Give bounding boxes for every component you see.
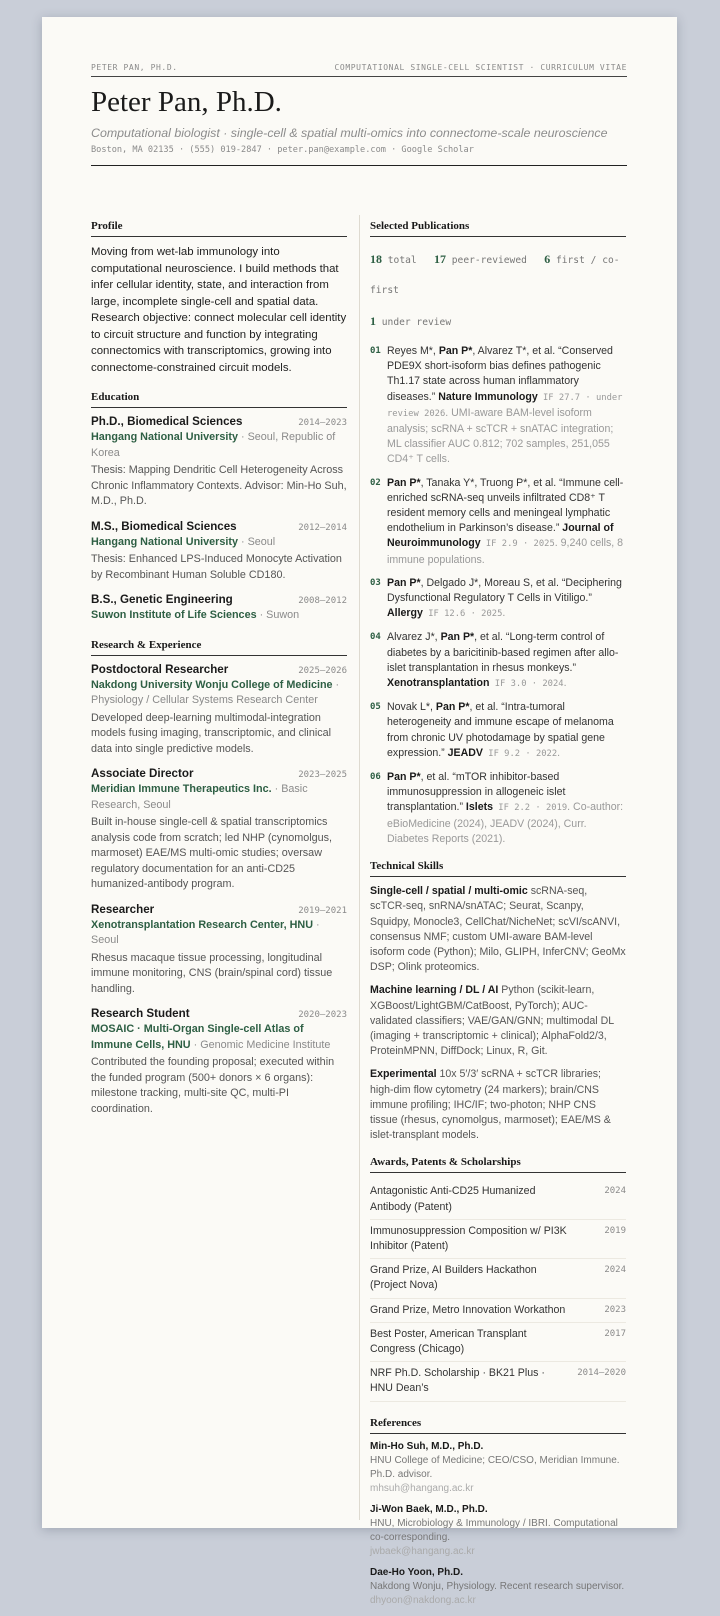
skills-list	[370, 884, 626, 1143]
entry-header-row	[91, 593, 347, 606]
organization-name: Meridian Immune Therapeutics Inc.	[91, 783, 272, 795]
entry-description: Built in-house single-cell & spatial transcriptomics analysis code from scratch; led NHP (cynomolgus, marmoset) EAE/MS multi-omic studies; oversaw regulatory documentation for an anti-CD25 humanized-antibody program.	[91, 816, 333, 890]
reference-item	[370, 1567, 626, 1606]
stat-total-label: total	[387, 255, 417, 266]
running-header-left: PETER PAN, PH.D.	[91, 63, 178, 72]
organization-name: Nakdong University Wonju College of Medicine	[91, 678, 333, 691]
award-name: Antagonistic Anti-CD25 Humanized Antibody (Patent)	[370, 1185, 536, 1213]
award-year: 2019	[604, 1225, 626, 1236]
organization-name: Suwon Institute of Life Sciences	[91, 609, 257, 621]
award-year: 2017	[604, 1328, 626, 1339]
left-column	[91, 215, 347, 1127]
award-item	[370, 1259, 626, 1298]
entry-organization	[91, 608, 347, 624]
section-heading-education: Education	[91, 386, 347, 408]
award-name: Grand Prize, AI Builders Hackathon (Project Nova)	[370, 1264, 537, 1292]
publication-item	[370, 344, 626, 468]
journal-meta: IF 2.9 · 2025	[480, 539, 555, 550]
organization-location: · Genomic Medicine Institute	[190, 1038, 331, 1051]
journal-meta: IF 2.2 · 2019	[493, 803, 568, 814]
publication-list	[370, 344, 626, 847]
skill-text: 10x 5′/3′ scRNA + scTCR libraries; high-dim flow cytometry (24 markers); brain/CNS immune profiling; IHC/IF; two-photon; NHP CNS tissue (rhesus, cynomolgus, marmoset); EAE/MS & islet-transplant models.	[370, 1068, 611, 1142]
authors-after-title: , et al. “mTOR inhibitor-based immunosuppression in allogeneic islet transplantation.”	[387, 771, 566, 814]
entry-header-row	[91, 663, 347, 676]
author-self: Pan P*	[387, 576, 421, 589]
entry-date: 2019–2021	[298, 905, 347, 916]
right-column	[370, 215, 626, 1616]
section-heading-profile: Profile	[91, 215, 347, 237]
organization-name: Xenotransplantation Research Center, HNU	[91, 918, 313, 931]
author-self: Pan P*	[387, 771, 421, 784]
section-heading-experience: Research & Experience	[91, 634, 347, 656]
publication-citation	[387, 630, 626, 692]
journal-name: Islets	[465, 801, 494, 814]
skill-label: Machine learning / DL / AI	[370, 984, 499, 997]
tagline: Computational biologist · single-cell & spatial multi-omics into connectome-scale neuroscience	[91, 125, 608, 140]
entry-organization	[91, 918, 347, 949]
stat-first-label: first / co-first	[370, 255, 620, 296]
authors-after-title: , et al. “Intra-tumoral heterogeneity and immune escape of melanoma from chronic UV photodamage by spatial gene expression.”	[387, 701, 614, 759]
publication-citation	[387, 700, 626, 762]
entry-organization	[91, 1022, 347, 1053]
profile-text: Moving from wet-lab immunology into computational neuroscience. I build methods that infer cellular identity, state, and interaction from large, incomplete single-cell and spatial data. Research objective: connect molecular cell identity to circuit structure and function by integrating connectomics with transcriptomics, growing into connectome-constrained circuit models.	[91, 246, 347, 374]
entry-header-row	[91, 767, 347, 780]
skill-label: Single-cell / spatial / multi-omic	[370, 885, 528, 898]
stat-review-number: 1	[370, 314, 376, 328]
award-item	[370, 1323, 626, 1362]
publication-citation	[387, 476, 626, 568]
publication-item	[370, 576, 626, 623]
award-year: 2023	[604, 1304, 626, 1315]
stat-first-number: 6	[544, 252, 551, 266]
award-name: Best Poster, American Transplant Congress (Chicago)	[370, 1327, 527, 1355]
reference-affiliation: HNU, Microbiology & Immunology / IBRI. Computational co-corresponding.	[370, 1517, 618, 1543]
publication-number: 01	[370, 346, 381, 356]
publication-number: 04	[370, 632, 381, 643]
reference-affiliation: HNU College of Medicine; CEO/CSO, Meridian Immune. Ph.D. advisor.	[370, 1454, 620, 1480]
publication-citation	[387, 576, 626, 623]
skill-text: scRNA-seq, scTCR-seq, snRNA/snATAC; Seurat, Scanpy, Squidpy, Monocle3, CellChat/NicheNet; scVI/scANVI, consensus NMF; custom UMI-aware BAM-level isoform code (Python); Milo, GLIPH, InferCNV; GeoMx DSP; Olink proteomics.	[370, 885, 626, 974]
skill-group	[370, 983, 626, 1059]
entry-organization	[91, 535, 347, 551]
entry-title: Researcher	[91, 902, 155, 916]
entry-header-row	[91, 903, 347, 916]
publication-item	[370, 770, 626, 847]
skill-group	[370, 884, 626, 975]
authors-after-title: , et al. “Long-term control of diabetes by a baricitinib-based regimen after allo-islet transplantation in rhesus monkeys.”	[387, 631, 619, 674]
stat-peer-number: 17	[434, 252, 446, 266]
column-divider	[359, 215, 360, 1520]
entry-organization	[91, 782, 347, 813]
entry-date: 2014–2023	[298, 418, 347, 428]
skill-text: Python (scikit-learn, XGBoost/LightGBM/CatBoost, PyTorch); AUC-validated classifiers; VAE/GAN/GNN; multimodal DL (imaging + transcriptomic + clinical); AlphaFold2/3, ProteinMPNN, DiffDock; Linux, R, Git.	[370, 984, 614, 1058]
publication-note: .	[563, 677, 567, 690]
organization-name: Hangang National University	[91, 431, 238, 443]
organization-location: · Seoul	[91, 918, 320, 946]
references-list	[370, 1441, 626, 1606]
awards-list	[370, 1180, 626, 1401]
section-heading-skills: Technical Skills	[370, 855, 626, 877]
journal-name: Journal of Neuroimmunology	[387, 522, 614, 550]
entry-description: Thesis: Enhanced LPS-Induced Monocyte Activation by Recombinant Human Soluble CD180.	[91, 553, 342, 581]
two-column-body	[91, 215, 627, 1606]
publication-citation	[387, 770, 626, 847]
award-item	[370, 1299, 626, 1323]
entry-date: 2012–2014	[298, 522, 347, 533]
stat-review-label: under review	[381, 317, 452, 328]
award-item	[370, 1180, 626, 1219]
publication-note: .	[502, 607, 506, 620]
journal-meta: IF 3.0 · 2024	[489, 679, 564, 690]
cv-page	[42, 17, 677, 1606]
person-name: Peter Pan, Ph.D.	[91, 86, 282, 118]
reference-item	[370, 1504, 626, 1557]
author-self: Pan P*	[438, 345, 473, 357]
experience-entry	[91, 903, 347, 998]
entry-description: Thesis: Mapping Dendritic Cell Heterogeneity Across Chronic Inflammatory Contexts. Advisor: Min-Ho Suh, M.D., Ph.D.	[91, 464, 347, 507]
journal-meta: IF 27.7 · under review 2026	[387, 392, 623, 419]
authors-after-title: , Tanaka Y*, Truong P*, et al. “Immune cell-enriched scRNA-seq unveils infiltrated CD8⁺ T resident memory cells and meningeal lymphatic endothelium in Parkinson’s disease.”	[387, 476, 624, 535]
section-heading-references: References	[370, 1412, 626, 1434]
publication-item	[370, 630, 626, 692]
publication-note: . 9,240 cells, 8 immune populations.	[387, 537, 624, 566]
authors-before: Reyes M*,	[387, 345, 439, 357]
publication-note: . Co-author: eBioMedicine (2024), JEADV (2024), Curr. Diabetes Reports (2021).	[387, 801, 624, 845]
publication-number: 06	[370, 772, 381, 783]
author-self: Pan P*	[440, 631, 475, 644]
authors-before: Alvarez J*,	[387, 631, 441, 644]
reference-item	[370, 1441, 626, 1494]
reference-email: mhsuh@hangang.ac.kr	[370, 1482, 474, 1494]
reference-email: jwbaek@hangang.ac.kr	[370, 1545, 475, 1557]
organization-location: · Seoul, Republic of Korea	[91, 431, 336, 459]
entry-description: Developed deep-learning multimodal-integration models fusing imaging, transcriptomic, and clinical data into single predictive models.	[91, 711, 332, 755]
journal-name: Allergy	[387, 607, 423, 620]
award-year: 2024	[604, 1265, 626, 1276]
education-list	[91, 415, 347, 624]
entry-organization	[91, 430, 347, 461]
award-item	[370, 1220, 626, 1259]
entry-date: 2025–2026	[298, 665, 347, 676]
stat-peer-label: peer-reviewed	[451, 255, 527, 266]
section-heading-awards: Awards, Patents & Scholarships	[370, 1151, 626, 1173]
reference-email: dhyoon@nakdong.ac.kr	[370, 1594, 476, 1606]
entry-title: Associate Director	[91, 767, 194, 780]
experience-entry	[91, 663, 347, 758]
award-item	[370, 1362, 626, 1401]
experience-entry	[91, 767, 347, 893]
organization-location: · Physiology / Cellular Systems Research Center	[91, 678, 340, 706]
entry-header-row	[91, 415, 347, 428]
award-name: NRF Ph.D. Scholarship · BK21 Plus · HNU Dean’s	[370, 1367, 545, 1395]
publication-item	[370, 476, 626, 568]
publication-note: . UMI-aware BAM-level isoform analysis; scRNA + scTCR + snATAC integration; ML classifier AUC 0.812; 702 samples, 251,055 CD4⁺ T cells.	[387, 406, 614, 466]
journal-name: Nature Immunology	[438, 390, 538, 403]
cv-content	[91, 63, 627, 1606]
publication-number: 03	[370, 577, 381, 588]
publication-citation	[387, 344, 626, 468]
education-entry	[91, 520, 347, 584]
journal-meta: IF 12.6 · 2025	[422, 609, 503, 620]
publication-stats	[370, 244, 626, 338]
entry-organization	[91, 678, 347, 709]
skill-label: Experimental	[370, 1068, 437, 1081]
organization-name: Hangang National University	[91, 535, 238, 548]
publication-number: 05	[370, 702, 381, 713]
stat-total-number: 18	[370, 252, 382, 266]
reference-name: Ji-Won Baek, M.D., Ph.D.	[370, 1503, 488, 1515]
award-name: Immunosuppression Composition w/ PI3K Inhibitor (Patent)	[370, 1224, 567, 1252]
author-self: Pan P*	[435, 701, 470, 714]
organization-name: MOSAIC · Multi-Organ Single-cell Atlas of Immune Cells, HNU	[91, 1023, 304, 1051]
entry-description: Contributed the founding proposal; executed within the funded program (500+ donors × 6 organs): milestone tracking, multi-site QC, multi-PI coordination.	[91, 1056, 335, 1115]
award-year: 2024	[604, 1186, 626, 1197]
organization-location: · Suwon	[256, 609, 300, 621]
publication-note: .	[557, 746, 561, 759]
reference-affiliation: Nakdong Wonju, Physiology. Recent research supervisor.	[370, 1580, 625, 1592]
education-entry	[91, 415, 347, 510]
authors-after-title: , Alvarez T*, et al. “Conserved PDE9X short-isoform bias defines pathogenic Th1.17 state across human inflammatory diseases.”	[387, 345, 613, 403]
entry-description: Rhesus macaque tissue processing, longitudinal immune monitoring, CNS (brain/spinal cord) tissue handling.	[91, 951, 333, 995]
entry-title: Postdoctoral Researcher	[91, 662, 229, 676]
authors-before: Novak L*,	[387, 701, 436, 714]
entry-title: Ph.D., Biomedical Sciences	[91, 415, 243, 428]
award-name: Grand Prize, Metro Innovation Workathon	[370, 1303, 566, 1316]
education-entry	[91, 593, 347, 624]
section-heading-publications: Selected Publications	[370, 215, 626, 237]
experience-list	[91, 663, 347, 1118]
entry-date: 2020–2023	[298, 1010, 347, 1020]
entry-header-row	[91, 520, 347, 533]
publication-number: 02	[370, 477, 381, 488]
skill-group	[370, 1067, 626, 1143]
reference-name: Min-Ho Suh, M.D., Ph.D.	[370, 1440, 484, 1452]
organization-location: · Seoul	[238, 535, 276, 548]
reference-name: Dae-Ho Yoon, Ph.D.	[370, 1566, 463, 1578]
contact-line: Boston, MA 02135 · (555) 019-2847 · peter.pan@example.com · Google Scholar	[91, 145, 627, 166]
experience-entry	[91, 1007, 347, 1117]
publication-item	[370, 700, 626, 762]
running-header	[91, 63, 627, 77]
journal-name: Xenotransplantation	[387, 677, 490, 690]
entry-title: Research Student	[91, 1007, 190, 1020]
running-header-right: COMPUTATIONAL SINGLE-CELL SCIENTIST · CURRICULUM VITAE	[334, 63, 627, 72]
entry-title: B.S., Genetic Engineering	[91, 593, 233, 606]
entry-title: M.S., Biomedical Sciences	[91, 519, 237, 533]
entry-date: 2008–2012	[298, 596, 347, 606]
organization-location: · Basic Research, Seoul	[91, 783, 308, 811]
journal-name: JEADV	[447, 746, 483, 759]
authors-after-title: , Delgado J*, Moreau S, et al. “Deciphering Dysfunctional Regulatory T Cells in Vitiligo.”	[387, 576, 622, 605]
journal-meta: IF 9.2 · 2022	[482, 748, 558, 759]
entry-date: 2023–2025	[298, 770, 347, 780]
entry-header-row	[91, 1007, 347, 1020]
author-self: Pan P*	[387, 476, 421, 489]
award-year: 2014–2020	[577, 1368, 626, 1379]
